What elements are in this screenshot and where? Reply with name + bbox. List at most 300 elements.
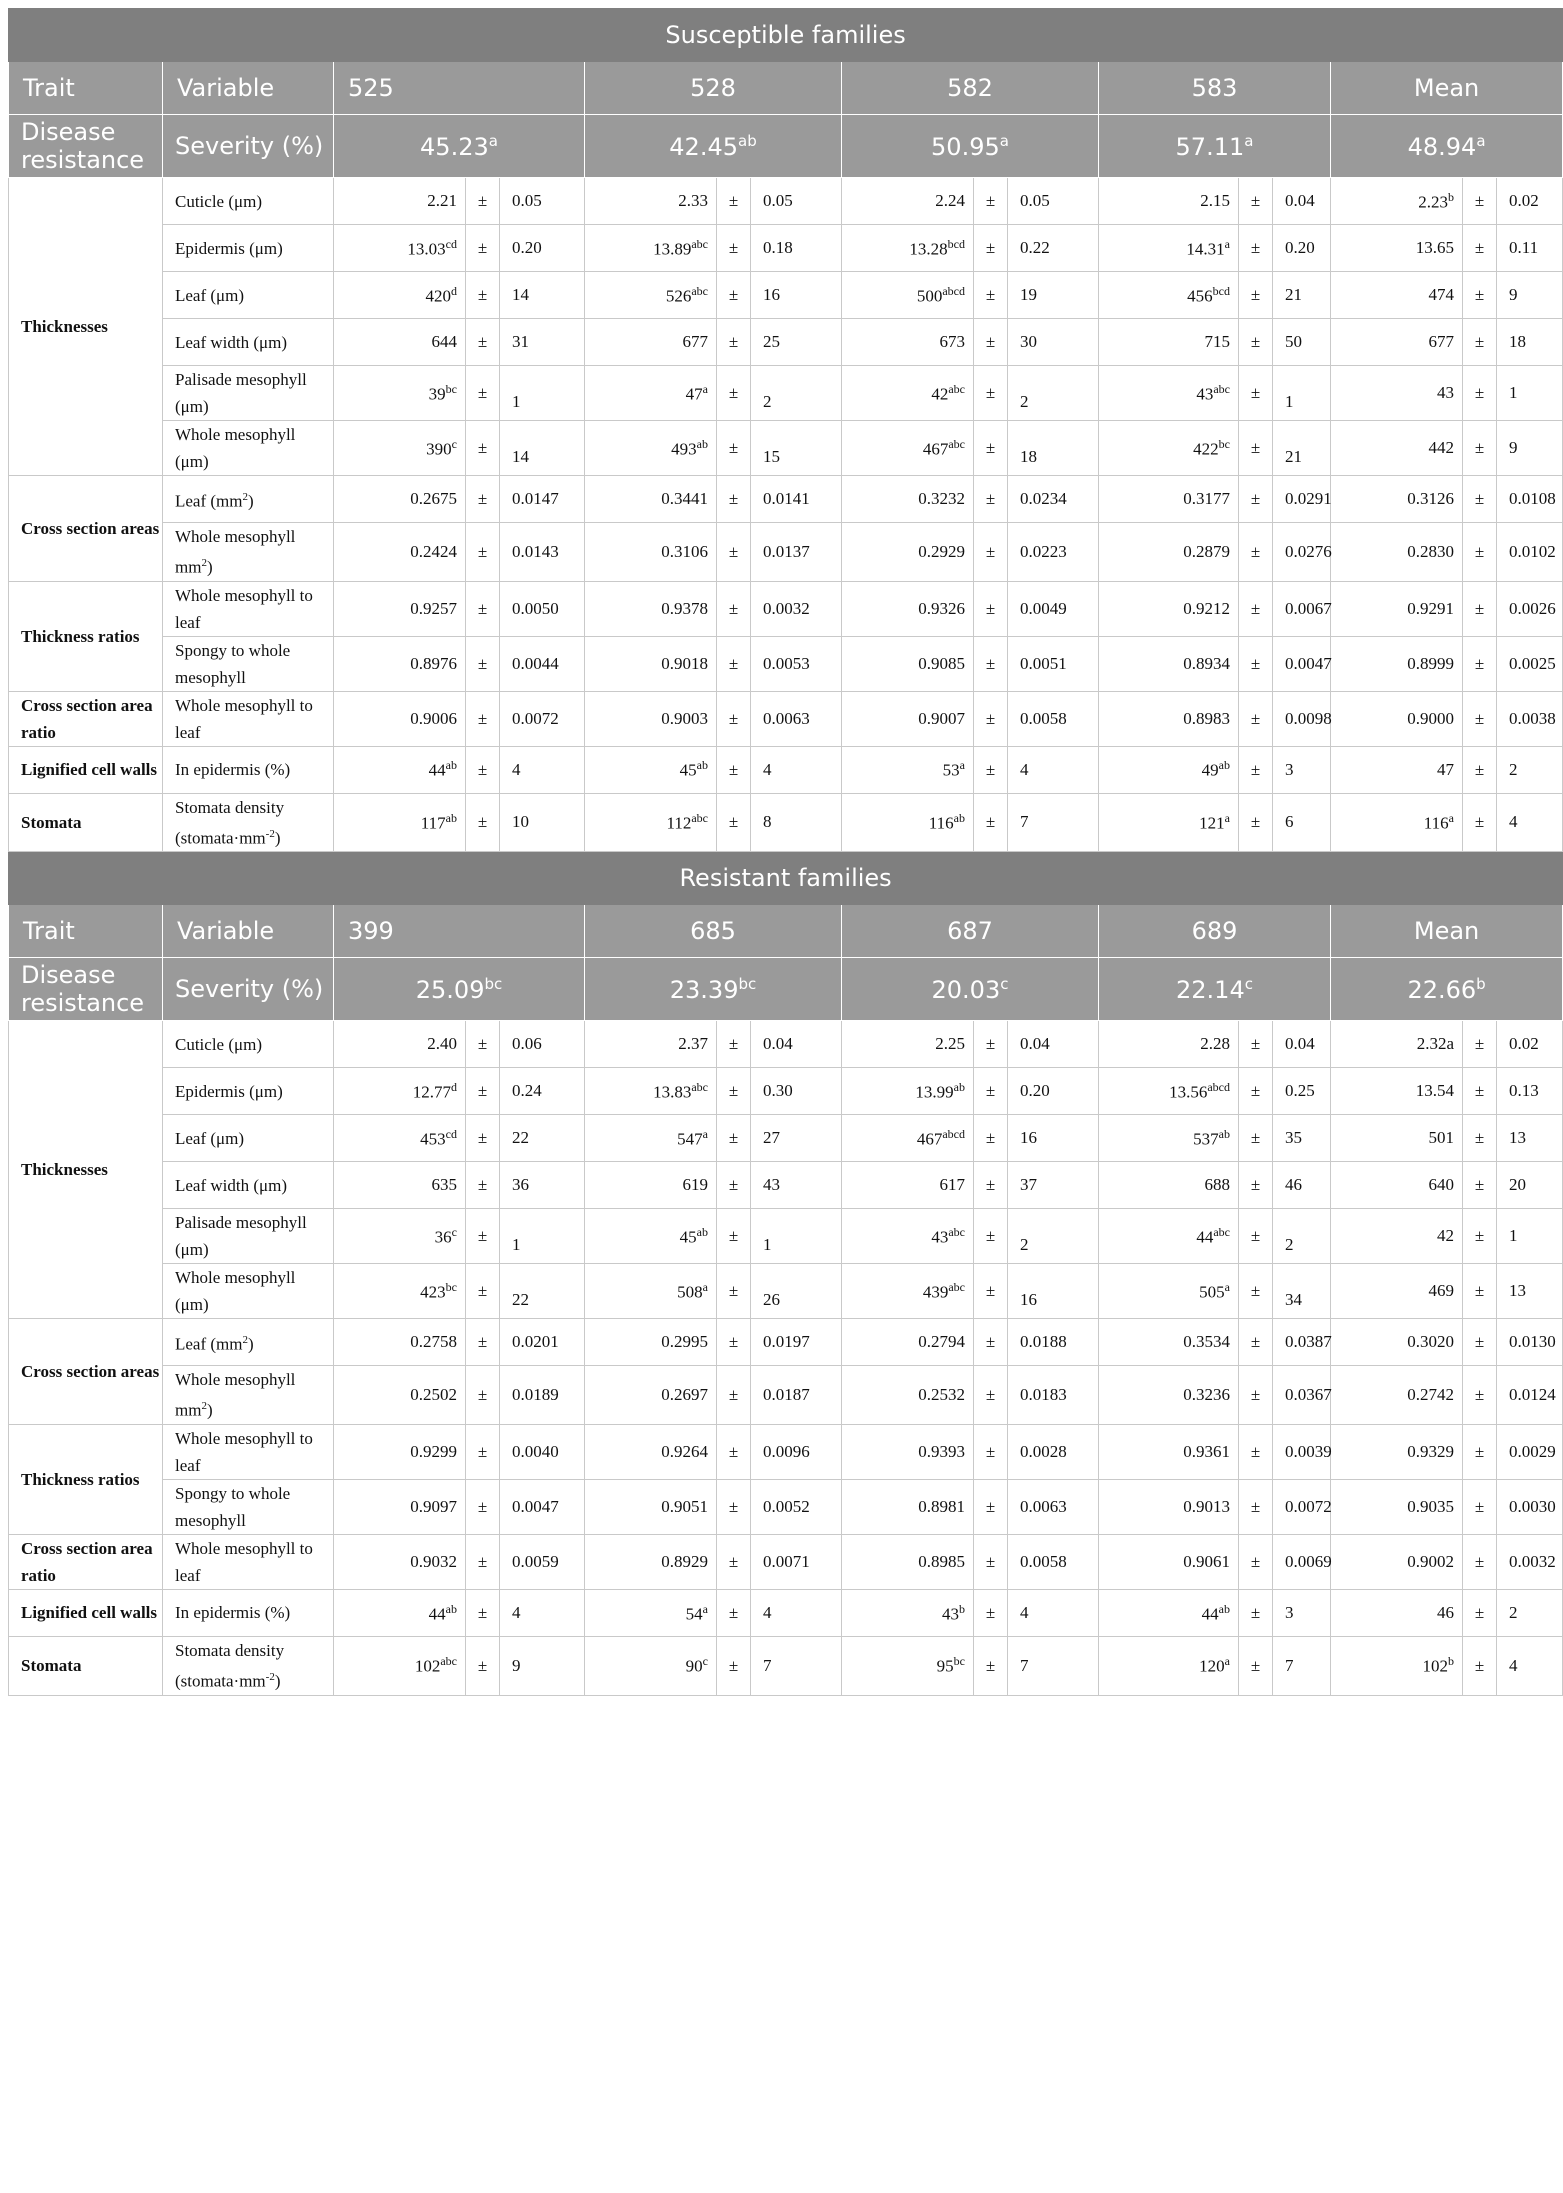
cell-significance: d — [451, 1079, 457, 1094]
value-cell — [585, 1636, 717, 1695]
cell-value: 469 — [1428, 1281, 1454, 1301]
value-cell — [1331, 1264, 1463, 1319]
cell-value: 0.9326 — [918, 598, 965, 618]
cell-value: 102 — [414, 1657, 441, 1677]
plus-minus-sign: ± — [1463, 636, 1497, 691]
standard-error-cell: 34 — [1273, 1264, 1331, 1319]
standard-error-cell: 18 — [1497, 319, 1563, 366]
standard-error-cell: 0.0059 — [500, 1534, 585, 1589]
value-cell — [1099, 1162, 1239, 1209]
cell-value: 42 — [1437, 1226, 1454, 1246]
value-cell — [1331, 1162, 1463, 1209]
value-cell — [1099, 421, 1239, 476]
plus-minus-sign: ± — [466, 1424, 500, 1479]
cell-value: 102 — [1422, 1657, 1448, 1677]
cell-value: 644 — [431, 332, 457, 351]
standard-error-cell: 0.04 — [751, 1021, 842, 1068]
value-cell — [1331, 1021, 1463, 1068]
standard-error-cell: 0.0234 — [1008, 476, 1099, 523]
trait-label: Cross section area ratio — [9, 691, 163, 746]
severity-value: 20.03 — [931, 975, 1001, 1004]
value-cell — [334, 523, 466, 582]
severity-cell — [842, 115, 1099, 178]
variable-label: Spongy to whole mesophyll — [163, 1479, 334, 1534]
value-cell — [842, 1424, 974, 1479]
standard-error-cell: 6 — [1273, 793, 1331, 852]
plus-minus-sign: ± — [1239, 1162, 1273, 1209]
value-cell — [1099, 1534, 1239, 1589]
cell-value: 0.2742 — [1407, 1385, 1454, 1405]
value-cell — [585, 225, 717, 272]
standard-error-cell: 1 — [1273, 366, 1331, 421]
table-row — [9, 1068, 1563, 1115]
plus-minus-sign: ± — [717, 1115, 751, 1162]
value-cell — [842, 691, 974, 746]
value-cell — [1331, 476, 1463, 523]
cell-value: 474 — [1428, 285, 1454, 304]
severity-value: 22.14 — [1176, 975, 1245, 1004]
value-cell — [585, 581, 717, 636]
cell-significance: ab — [445, 758, 457, 773]
cell-significance: ab — [445, 811, 457, 826]
plus-minus-sign: ± — [1239, 178, 1273, 225]
value-cell — [585, 636, 717, 691]
plus-minus-sign: ± — [717, 1636, 751, 1695]
standard-error-cell: 0.0038 — [1497, 691, 1563, 746]
cell-significance: bc — [953, 1654, 965, 1669]
cell-value: 44 — [1201, 1604, 1219, 1624]
plus-minus-sign: ± — [466, 523, 500, 582]
plus-minus-sign: ± — [466, 421, 500, 476]
plus-minus-sign: ± — [1239, 421, 1273, 476]
value-cell — [1331, 523, 1463, 582]
value-cell — [1331, 1589, 1463, 1636]
standard-error-cell: 4 — [1497, 1636, 1563, 1695]
standard-error-cell: 9 — [500, 1636, 585, 1695]
value-cell — [1099, 366, 1239, 421]
cell-significance: a — [1224, 811, 1230, 826]
plus-minus-sign: ± — [1463, 523, 1497, 582]
variable-label: Whole mesophyll (μm) — [163, 421, 334, 476]
cell-value: 2.28 — [1200, 1034, 1230, 1054]
value-cell — [334, 691, 466, 746]
plus-minus-sign: ± — [974, 1424, 1008, 1479]
variable-label: Cuticle (μm) — [163, 178, 334, 225]
cell-value: 0.9361 — [1183, 1441, 1230, 1461]
standard-error-cell: 0.20 — [500, 225, 585, 272]
plus-minus-sign: ± — [974, 1534, 1008, 1589]
standard-error-cell: 0.05 — [500, 178, 585, 225]
plus-minus-sign: ± — [1239, 746, 1273, 793]
cell-value: 0.3441 — [661, 489, 708, 508]
value-cell — [1099, 636, 1239, 691]
standard-error-cell: 0.0197 — [751, 1319, 842, 1366]
cell-value: 0.9002 — [1407, 1551, 1454, 1571]
cell-significance: a — [702, 1601, 708, 1616]
variable-label: Epidermis (μm) — [163, 1068, 334, 1115]
cell-value: 42 — [931, 384, 949, 404]
plus-minus-sign: ± — [466, 1162, 500, 1209]
standard-error-cell: 0.0188 — [1008, 1319, 1099, 1366]
variable-label: Spongy to whole mesophyll — [163, 636, 334, 691]
severity-value: 57.11 — [1175, 132, 1245, 161]
value-cell — [585, 1366, 717, 1425]
cell-value: 2.33 — [678, 191, 708, 210]
cell-value: 44 — [428, 1604, 446, 1624]
standard-error-cell: 1 — [1497, 366, 1563, 421]
severity-cell — [585, 115, 842, 178]
standard-error-cell: 4 — [1008, 1589, 1099, 1636]
plus-minus-sign: ± — [1463, 1534, 1497, 1589]
standard-error-cell: 1 — [751, 1209, 842, 1264]
value-cell — [334, 366, 466, 421]
standard-error-cell: 0.13 — [1497, 1068, 1563, 1115]
value-cell — [842, 1209, 974, 1264]
table-row — [9, 1264, 1563, 1319]
severity-value: 50.95 — [931, 132, 1000, 161]
severity-value: 45.23 — [420, 132, 489, 161]
value-cell — [1099, 1021, 1239, 1068]
standard-error-cell: 0.0047 — [1273, 636, 1331, 691]
plus-minus-sign: ± — [717, 1534, 751, 1589]
plus-minus-sign: ± — [466, 1021, 500, 1068]
standard-error-cell: 0.0072 — [1273, 1479, 1331, 1534]
standard-error-cell: 25 — [751, 319, 842, 366]
cell-value: 0.9378 — [661, 598, 708, 618]
plus-minus-sign: ± — [1463, 421, 1497, 476]
standard-error-cell: 10 — [500, 793, 585, 852]
cell-value: 0.9032 — [410, 1551, 457, 1571]
plus-minus-sign: ± — [974, 1068, 1008, 1115]
standard-error-cell: 0.22 — [1008, 225, 1099, 272]
severity-value: 42.45 — [669, 132, 738, 161]
standard-error-cell: 3 — [1273, 1589, 1331, 1636]
severity-significance: a — [1244, 131, 1254, 150]
plus-minus-sign: ± — [1239, 691, 1273, 746]
standard-error-cell: 7 — [1008, 793, 1099, 852]
cell-value: 13.54 — [1415, 1081, 1454, 1101]
standard-error-cell: 0.0276 — [1273, 523, 1331, 582]
standard-error-cell: 0.0137 — [751, 523, 842, 582]
plus-minus-sign: ± — [1239, 1264, 1273, 1319]
cell-significance: abc — [1213, 381, 1230, 396]
cell-value: 44 — [1196, 1227, 1214, 1247]
cell-significance: b — [1448, 189, 1454, 204]
value-cell — [1331, 272, 1463, 319]
cell-significance: abcd — [942, 283, 965, 298]
value-cell — [334, 1115, 466, 1162]
severity-significance: bc — [484, 974, 503, 993]
table-row — [9, 421, 1563, 476]
standard-error-cell: 0.0072 — [500, 691, 585, 746]
cell-significance: a — [1448, 811, 1454, 826]
value-cell — [842, 1162, 974, 1209]
standard-error-cell: 21 — [1273, 421, 1331, 476]
severity-trait: Disease resistance — [9, 958, 163, 1021]
plus-minus-sign: ± — [1239, 476, 1273, 523]
value-cell — [1331, 581, 1463, 636]
value-cell — [585, 1264, 717, 1319]
section-title-row — [9, 852, 1563, 905]
standard-error-cell: 0.0124 — [1497, 1366, 1563, 1425]
cell-significance: a — [1224, 1654, 1230, 1669]
cell-value: 0.9097 — [410, 1496, 457, 1516]
value-cell — [842, 636, 974, 691]
cell-value: 467 — [922, 439, 949, 459]
variable-label: Leaf (μm) — [163, 272, 334, 319]
value-cell — [585, 366, 717, 421]
standard-error-cell: 50 — [1273, 319, 1331, 366]
standard-error-cell: 2 — [1273, 1209, 1331, 1264]
leaf-anatomy-table — [8, 8, 1563, 1696]
cell-value: 0.2794 — [918, 1332, 965, 1352]
standard-error-cell: 20 — [1497, 1162, 1563, 1209]
plus-minus-sign: ± — [1239, 1589, 1273, 1636]
plus-minus-sign: ± — [974, 272, 1008, 319]
value-cell — [1331, 793, 1463, 852]
value-cell — [1331, 1534, 1463, 1589]
cell-significance: bc — [1218, 436, 1230, 451]
cell-value: 45 — [679, 760, 697, 780]
cell-value: 635 — [431, 1175, 457, 1195]
value-cell — [1331, 1068, 1463, 1115]
cell-value: 0.9212 — [1183, 598, 1230, 618]
variable-label: Stomata density $(stomata\cdot mm^{-2})$ — [163, 793, 334, 852]
standard-error-cell: 0.0049 — [1008, 581, 1099, 636]
value-cell — [1099, 1319, 1239, 1366]
value-cell — [334, 793, 466, 852]
value-cell — [842, 523, 974, 582]
plus-minus-sign: ± — [466, 319, 500, 366]
cell-significance: abc — [948, 1279, 965, 1294]
plus-minus-sign: ± — [1239, 1479, 1273, 1534]
cell-value: 13.03 — [407, 239, 446, 259]
cell-significance: abc — [1213, 1224, 1230, 1239]
value-cell — [1099, 793, 1239, 852]
variable-label: Whole mesophyll to leaf — [163, 691, 334, 746]
standard-error-cell: 0.0039 — [1273, 1424, 1331, 1479]
cell-value: 43 — [1196, 384, 1214, 404]
plus-minus-sign: ± — [1239, 1068, 1273, 1115]
severity-trait: Disease resistance — [9, 115, 163, 178]
standard-error-cell: 22 — [500, 1264, 585, 1319]
variable-label: Leaf width (μm) — [163, 1162, 334, 1209]
value-cell — [585, 793, 717, 852]
cell-value: 117 — [420, 813, 446, 833]
severity-significance: ab — [738, 131, 757, 150]
value-cell — [842, 746, 974, 793]
value-cell — [334, 746, 466, 793]
value-cell — [842, 1068, 974, 1115]
value-cell — [1099, 746, 1239, 793]
standard-error-cell: 35 — [1273, 1115, 1331, 1162]
cell-value: 442 — [1428, 438, 1454, 457]
cell-value: 493 — [671, 439, 697, 459]
standard-error-cell: 0.04 — [1008, 1021, 1099, 1068]
cell-value: 2.15 — [1200, 191, 1230, 210]
cell-value: 0.2830 — [1407, 541, 1454, 561]
plus-minus-sign: ± — [466, 793, 500, 852]
cell-value: 90 — [685, 1657, 703, 1677]
cell-value: 677 — [682, 332, 708, 351]
severity-cell — [1099, 958, 1331, 1021]
plus-minus-sign: ± — [974, 691, 1008, 746]
cell-value: 0.3236 — [1183, 1385, 1230, 1405]
severity-variable: Severity (%) — [163, 958, 334, 1021]
standard-error-cell: 0.02 — [1497, 178, 1563, 225]
plus-minus-sign: ± — [717, 793, 751, 852]
plus-minus-sign: ± — [717, 746, 751, 793]
value-cell — [585, 1068, 717, 1115]
cell-value: 2.21 — [427, 191, 457, 210]
standard-error-cell: 22 — [500, 1115, 585, 1162]
cell-significance: abc — [948, 1224, 965, 1239]
value-cell — [1331, 421, 1463, 476]
table-row — [9, 225, 1563, 272]
plus-minus-sign: ± — [466, 1589, 500, 1636]
cell-significance: abc — [440, 1654, 457, 1669]
cell-value: 13.99 — [915, 1082, 954, 1102]
value-cell — [1331, 1479, 1463, 1534]
trait-label: Cross section areas — [9, 1319, 163, 1425]
cell-value: 0.2532 — [918, 1385, 965, 1405]
plus-minus-sign: ± — [717, 523, 751, 582]
value-cell — [585, 1424, 717, 1479]
standard-error-cell: 9 — [1497, 272, 1563, 319]
plus-minus-sign: ± — [1239, 319, 1273, 366]
plus-minus-sign: ± — [466, 746, 500, 793]
value-cell — [1331, 319, 1463, 366]
plus-minus-sign: ± — [466, 1068, 500, 1115]
plus-minus-sign: ± — [1239, 1534, 1273, 1589]
table-row — [9, 1589, 1563, 1636]
trait-label: Thicknesses — [9, 1021, 163, 1319]
value-cell — [334, 1424, 466, 1479]
standard-error-cell: 37 — [1008, 1162, 1099, 1209]
value-cell — [585, 1479, 717, 1534]
plus-minus-sign: ± — [1239, 1319, 1273, 1366]
plus-minus-sign: ± — [717, 1424, 751, 1479]
cell-significance: a — [702, 1126, 708, 1141]
plus-minus-sign: ± — [1239, 793, 1273, 852]
trait-label: Stomata — [9, 793, 163, 852]
plus-minus-sign: ± — [1239, 272, 1273, 319]
cell-value: 390 — [426, 439, 452, 459]
value-cell — [1331, 1424, 1463, 1479]
cell-value: 439 — [922, 1282, 949, 1302]
header-family: 689 — [1099, 905, 1331, 958]
standard-error-cell: 0.0051 — [1008, 636, 1099, 691]
plus-minus-sign: ± — [1239, 1021, 1273, 1068]
cell-value: 47 — [685, 384, 703, 404]
standard-error-cell: 1 — [1497, 1209, 1563, 1264]
standard-error-cell: 4 — [500, 1589, 585, 1636]
standard-error-cell: 0.0032 — [1497, 1534, 1563, 1589]
cell-significance: c — [451, 1224, 457, 1239]
header-family: 687 — [842, 905, 1099, 958]
cell-value: 0.8929 — [661, 1551, 708, 1571]
severity-variable: Severity (%) — [163, 115, 334, 178]
plus-minus-sign: ± — [1239, 581, 1273, 636]
plus-minus-sign: ± — [717, 1264, 751, 1319]
cell-value: 0.3232 — [918, 489, 965, 508]
header-family: 582 — [842, 62, 1099, 115]
cell-value: 0.9035 — [1407, 1496, 1454, 1516]
severity-cell — [1331, 958, 1563, 1021]
value-cell — [1099, 272, 1239, 319]
plus-minus-sign: ± — [1239, 366, 1273, 421]
cell-value: 43 — [931, 1227, 949, 1247]
value-cell — [842, 272, 974, 319]
severity-cell — [334, 115, 585, 178]
cell-value: 0.8976 — [410, 653, 457, 673]
value-cell — [1331, 1636, 1463, 1695]
cell-value: 0.9257 — [410, 598, 457, 618]
severity-significance: bc — [738, 974, 757, 993]
table-row — [9, 793, 1563, 852]
cell-value: 13.89 — [653, 239, 692, 259]
value-cell — [842, 366, 974, 421]
cell-significance: abc — [948, 381, 965, 396]
cell-significance: d — [451, 283, 457, 298]
standard-error-cell: 0.11 — [1497, 225, 1563, 272]
standard-error-cell: 0.0050 — [500, 581, 585, 636]
table-row — [9, 272, 1563, 319]
cell-significance: a — [1224, 236, 1230, 251]
plus-minus-sign: ± — [1239, 1209, 1273, 1264]
value-cell — [585, 421, 717, 476]
standard-error-cell: 0.0030 — [1497, 1479, 1563, 1534]
value-cell — [585, 1534, 717, 1589]
value-cell — [1099, 1636, 1239, 1695]
standard-error-cell: 21 — [1273, 272, 1331, 319]
cell-value: 0.9018 — [661, 653, 708, 673]
cell-value: 13.28 — [909, 239, 948, 259]
table-row — [9, 581, 1563, 636]
plus-minus-sign: ± — [974, 746, 1008, 793]
cell-value: 526 — [665, 286, 692, 306]
standard-error-cell: 0.0098 — [1273, 691, 1331, 746]
table-row — [9, 1021, 1563, 1068]
plus-minus-sign: ± — [1463, 1424, 1497, 1479]
value-cell — [1331, 1115, 1463, 1162]
standard-error-cell: 0.0387 — [1273, 1319, 1331, 1366]
cell-value: 547 — [677, 1129, 703, 1149]
cell-significance: a — [702, 1279, 708, 1294]
value-cell — [1331, 366, 1463, 421]
header-family: 528 — [585, 62, 842, 115]
standard-error-cell: 4 — [751, 746, 842, 793]
standard-error-cell: 4 — [500, 746, 585, 793]
cell-value: 0.2424 — [410, 541, 457, 561]
table-row — [9, 1424, 1563, 1479]
standard-error-cell: 2 — [1008, 1209, 1099, 1264]
standard-error-cell: 0.0063 — [1008, 1479, 1099, 1534]
cell-significance: abc — [691, 236, 708, 251]
standard-error-cell: 7 — [1008, 1636, 1099, 1695]
plus-minus-sign: ± — [717, 421, 751, 476]
severity-cell — [1099, 115, 1331, 178]
cell-value: 13.56 — [1169, 1082, 1208, 1102]
cell-value: 422 — [1193, 439, 1219, 459]
cell-value: 501 — [1428, 1128, 1454, 1148]
value-cell — [334, 476, 466, 523]
standard-error-cell: 8 — [751, 793, 842, 852]
cell-value: 2.40 — [427, 1034, 457, 1054]
plus-minus-sign: ± — [1239, 1636, 1273, 1695]
value-cell — [1099, 476, 1239, 523]
cell-significance: ab — [696, 758, 708, 773]
